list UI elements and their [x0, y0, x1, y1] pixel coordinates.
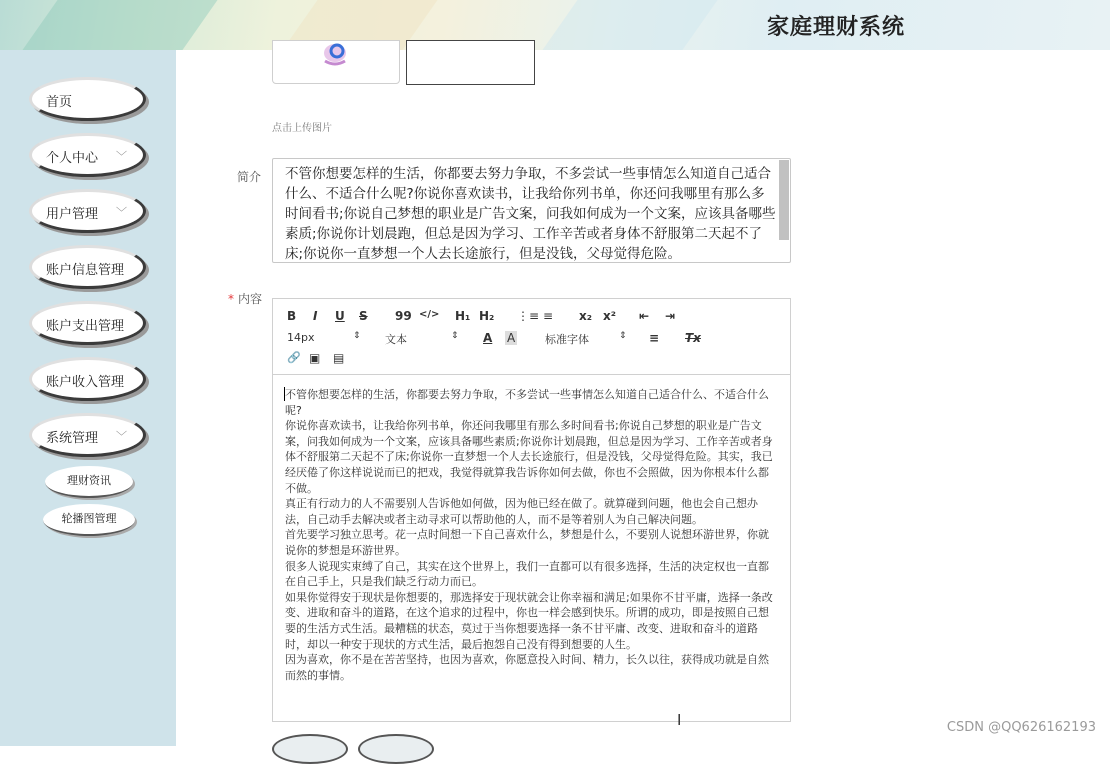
font-size-select[interactable]: 14px	[287, 331, 315, 344]
sidebar-item-account-info[interactable]	[29, 245, 146, 289]
content-paragraph: 如果你觉得安于现状是你想要的，那选择安于现状就会让你幸福和满足;如果你不甘平庸，选择一条改变、进取和奋斗的道路，在这个追求的过程中，你也一样会感到快乐。所谓的成功，即是按照自己想要的生活方式生活。最糟糕的状态，莫过于当你想要选择一条不甘平庸、改变、进取和奋斗的道路时，却以一种安于现状的方式生活，最后抱怨自己没有得到想要的人生。	[285, 590, 773, 651]
sidebar-item-personal-center[interactable]	[29, 133, 146, 177]
ibeam-cursor-icon: I	[677, 711, 682, 729]
sidebar-item-user-management[interactable]	[29, 189, 146, 233]
app-title: 家庭理财系统	[766, 15, 905, 40]
image-thumbnail-icon	[315, 41, 355, 69]
sidebar-item-account-income[interactable]	[29, 357, 146, 401]
link-icon[interactable]: 🔗	[287, 351, 301, 364]
ordered-list-button[interactable]: ⋮≡	[517, 309, 540, 323]
h2-button[interactable]: H₂	[479, 309, 495, 323]
sidebar-item-label: 账户信息管理	[46, 263, 125, 278]
chevron-down-icon: ﹀	[116, 206, 127, 219]
bg-color-button[interactable]: A	[507, 331, 516, 345]
sidebar-item-account-expense[interactable]	[29, 301, 146, 345]
clear-format-button[interactable]: Tx	[685, 331, 701, 345]
editor-content[interactable]	[285, 387, 775, 683]
content-paragraph: 首先要学习独立思考。花一点时间想一下自己喜欢什么，梦想是什么，不要别人说想环游世界，你就说你的梦想是环游世界。	[285, 528, 769, 557]
required-mark: *	[228, 292, 234, 306]
sidebar-item-label: 账户收入管理	[46, 375, 125, 390]
sidebar-item-system-management[interactable]	[29, 413, 146, 457]
sidebar	[0, 50, 176, 746]
image-icon[interactable]: ▣	[309, 351, 321, 365]
underline-button[interactable]: U	[335, 309, 345, 323]
content-paragraph: 你说你喜欢读书，让我给你列书单，你还问我哪里有那么多时间看书;你说自己梦想的职业是广告文案，问我如何成为一个文案，应该具备哪些素质;你说你计划晨跑，但总是因为学习、工作辛苦或者身体不舒服第二天起不了床;你说你一直梦想一个人去长途旅行，但是没钱，父母觉得危险。其实，我已经厌倦了你这样说说而已的把戏，我觉得就算我告诉你如何去做，你也不会照做，因为你根本什么都不做。	[285, 419, 773, 495]
align-button[interactable]: ≡	[649, 331, 660, 345]
main-content	[176, 50, 1110, 746]
font-family-select[interactable]: 标准字体	[545, 333, 589, 346]
outdent-button[interactable]: ⇤	[639, 309, 650, 323]
content-paragraph: 不管你想要怎样的生活，你都要去努力争取，不多尝试一些事情怎么知道自己适合什么、不适合什么呢?	[285, 388, 769, 417]
content-paragraph: 因为喜欢，你不是在苦苦坚持，也因为喜欢，你愿意投入时间、精力，长久以往，获得成功就是自然而然的事情。	[285, 653, 769, 682]
chevron-down-icon: ﹀	[116, 430, 127, 443]
italic-button[interactable]: I	[313, 309, 318, 323]
uploaded-image[interactable]	[272, 40, 400, 84]
video-icon[interactable]: ▤	[333, 351, 345, 365]
scrollbar-thumb[interactable]	[779, 160, 789, 240]
subscript-button[interactable]: x₂	[579, 309, 592, 323]
sidebar-subitem-finance-news[interactable]: 理财资讯	[45, 466, 133, 498]
banner-decoration	[8, 0, 231, 50]
sidebar-item-label: 首页	[46, 95, 73, 110]
bold-button[interactable]: B	[287, 309, 297, 323]
bullet-list-button[interactable]: ≡	[543, 309, 554, 323]
content-paragraph: 很多人说现实束缚了自己，其实在这个世界上，我们一直都可以有很多选择，生活的决定权也一直都在自己手上，只是我们缺乏行动力而已。	[285, 559, 769, 589]
watermark: CSDN @QQ626162193	[946, 720, 1096, 735]
chevron-updown-icon: ⇕	[353, 331, 361, 341]
sidebar-item-label: 用户管理	[46, 207, 99, 222]
sidebar-item-label: 系统管理	[46, 431, 99, 446]
chevron-updown-icon: ⇕	[451, 331, 459, 341]
cancel-button[interactable]	[358, 734, 434, 764]
upload-area[interactable]	[406, 40, 535, 85]
header-banner	[0, 0, 1110, 50]
strike-button[interactable]: S	[359, 309, 368, 323]
sidebar-item-home[interactable]	[29, 77, 146, 121]
content-label	[228, 290, 262, 307]
sidebar-subitem-carousel-management[interactable]: 轮播图管理	[43, 504, 135, 536]
rich-text-editor[interactable]	[272, 298, 791, 722]
content-paragraph: 真正有行动力的人不需要别人告诉他如何做，因为他已经在做了。就算碰到问题，他也会自己想办法，自己动手去解决或者主动寻求可以帮助他的人，而不是等着别人为自己解决问题。	[285, 497, 758, 526]
indent-button[interactable]: ⇥	[665, 309, 676, 323]
chevron-updown-icon: ⇕	[619, 331, 627, 341]
text-type-select[interactable]: 文本	[385, 333, 407, 346]
intro-label: 简介	[237, 170, 262, 184]
h1-button[interactable]: H₁	[455, 309, 471, 323]
sidebar-item-label: 账户支出管理	[46, 319, 125, 334]
superscript-button[interactable]: x²	[603, 309, 616, 323]
editor-toolbar	[273, 299, 790, 375]
upload-tip: 点击上传图片	[272, 123, 332, 134]
content-label-text: 内容	[238, 292, 263, 306]
quote-button[interactable]: 99	[395, 309, 412, 323]
chevron-down-icon: ﹀	[116, 150, 127, 163]
banner-decoration	[528, 0, 731, 50]
code-button[interactable]: </>	[419, 309, 440, 320]
submit-button[interactable]	[272, 734, 348, 764]
font-color-button[interactable]: A	[483, 331, 493, 345]
sidebar-item-label: 个人中心	[46, 151, 99, 166]
intro-textarea[interactable]: 不管你想要怎样的生活，你都要去努力争取，不多尝试一些事情怎么知道自己适合什么、不适合什么呢?你说你喜欢读书，让我给你列书单，你还问我哪里有那么多时间看书;你说自己梦想的职业是广告文案，问我如何成为一个文案，应该具备哪些素质;你说你计划晨跑，但总是因为学习、工作辛苦或者身体不舒服第二天起不了床;你说你一直梦想一个人去长途旅行，但是没钱，父母觉得危险。	[272, 158, 791, 263]
